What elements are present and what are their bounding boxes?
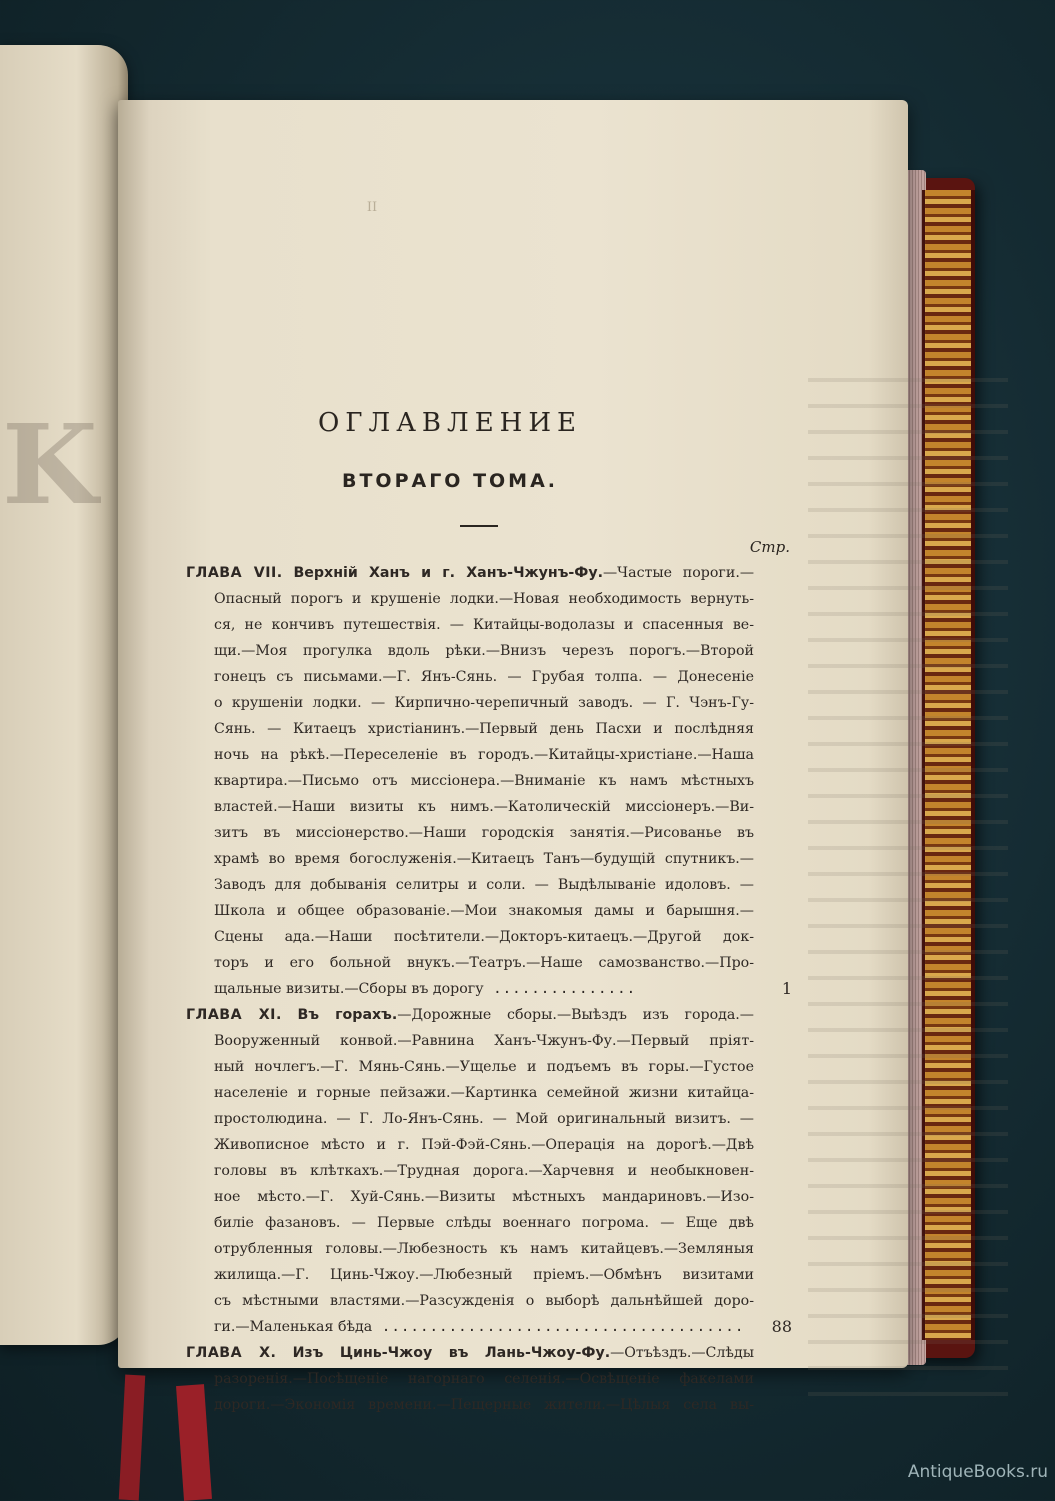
dot-leader: ...................................... [372, 1319, 745, 1335]
toc-line [214, 1107, 754, 1131]
title-rule [460, 525, 498, 527]
toc-line [214, 821, 754, 845]
toc-line [214, 1211, 754, 1235]
toc-text: зитъ въ миссіонерство.—Наши городскія занятія.—Рисованье въ [214, 825, 754, 841]
toc-line [214, 847, 754, 871]
toc-line [214, 977, 754, 1001]
toc-text: жилища.—Г. Цинь-Чжоу.—Любезный пріемъ.—Обмѣнъ визитами [214, 1267, 754, 1283]
toc-line [214, 795, 754, 819]
chapter-title: Въ горахъ. [297, 1007, 398, 1023]
toc-text: о крушеніи лодки. — Кирпично-черепичный заводъ. — Г. Чэнъ-Гу- [214, 695, 754, 711]
toc-line [214, 951, 754, 975]
toc-text: Сянь. — Китаецъ христіанинъ.—Первый день Пасхи и послѣдняя [214, 721, 754, 737]
toc-line [214, 1315, 754, 1339]
toc-text: гонецъ съ письмами.—Г. Янъ-Сянь. — Грубая толпа. — Донесеніе [214, 669, 754, 685]
toc-line [214, 613, 754, 637]
ribbon-bookmark [176, 1384, 212, 1501]
toc-line [214, 587, 754, 611]
page-title: ОГЛАВЛЕНИЕ [317, 408, 583, 438]
toc-text: ги.—Маленькая бѣда [214, 1319, 373, 1335]
toc-chapter-line [186, 561, 754, 585]
toc-line [214, 1237, 754, 1261]
toc-line [214, 873, 754, 897]
toc-line [214, 899, 754, 923]
page-number: II [366, 200, 378, 215]
toc-line [214, 1081, 754, 1105]
toc-text: Сцены ада.—Наши посѣтители.—Докторъ-китаецъ.—Другой док- [214, 929, 754, 945]
toc-line [214, 1367, 754, 1391]
toc-text: головы въ клѣткахъ.—Трудная дорога.—Харчевня и необыкновен- [214, 1163, 754, 1179]
watermark: AntiqueBooks.ru [907, 1462, 1048, 1482]
toc-text: властей.—Наши визиты къ нимъ.—Католическій миссіонеръ.—Ви- [214, 799, 754, 815]
toc-chapter-line [186, 1341, 754, 1365]
chapter-label: ГЛАВА XI. [186, 1007, 282, 1023]
toc-line [214, 691, 754, 715]
toc-text: Заводъ для добыванія селитры и соли. — Выдѣлываніе идоловъ. — [214, 877, 754, 893]
toc-text: биліе фазановъ. — Первые слѣды военнаго погрома. — Еще двѣ [214, 1215, 754, 1231]
toc-line [214, 743, 754, 767]
toc-line [214, 717, 754, 741]
page-column-label: Стр. [749, 538, 790, 556]
page-subtitle: ВТОРАГО ТОМА. [341, 470, 559, 492]
left-page [0, 45, 128, 1345]
toc-text: —Частые пороги.— [602, 565, 754, 581]
toc-text: ся, не кончивъ путешествія. — Китайцы-водолазы и спасенныя ве- [214, 617, 754, 633]
toc-page-number: 88 [771, 1317, 792, 1336]
chapter-label: ГЛАВА X. [186, 1345, 277, 1361]
toc-line [214, 1263, 754, 1287]
toc-line [214, 925, 754, 949]
toc-text: ный ночлегъ.—Г. Мянь-Сянь.—Ущелье и подъемъ въ горы.—Густое [214, 1059, 754, 1075]
ribbon-bookmark [119, 1375, 146, 1501]
left-page-fragment: K [2, 400, 94, 529]
chapter-title: Изъ Цинь-Чжоу въ Лань-Чжоу-Фу. [292, 1345, 611, 1361]
toc-line [214, 1055, 754, 1079]
toc-line [214, 769, 754, 793]
toc-line [214, 1133, 754, 1157]
toc-text: разоренія.—Посѣщеніе нагорнаго селенія.—Освѣщеніе факелами [214, 1371, 754, 1387]
toc-text: квартира.—Письмо отъ миссіонера.—Вниманіе къ намъ мѣстныхъ [214, 773, 754, 789]
chapter-label: ГЛАВА VII. [186, 565, 283, 581]
toc-line [214, 1393, 754, 1417]
toc-text: щи.—Моя прогулка вдоль рѣки.—Внизъ черезъ порогъ.—Второй [214, 643, 754, 659]
toc-text: дороги.—Экономія времени.—Пещерные жители.—Цѣлыя села вы- [214, 1397, 754, 1413]
toc-text: —Дорожные сборы.—Выѣздъ изъ города.— [397, 1007, 754, 1023]
toc-text: щальные визиты.—Сборы въ дорогу [214, 981, 484, 997]
toc-text: Вооруженный конвой.—Равнина Ханъ-Чжунъ-Фу.—Первый пріят- [214, 1033, 754, 1049]
toc-text: торъ и его больной внукъ.—Театръ.—Наше самозванство.—Про- [214, 955, 754, 971]
toc-text: Живописное мѣсто и г. Пэй-Фэй-Сянь.—Операція на дорогѣ.—Двѣ [214, 1137, 754, 1153]
toc-line [214, 665, 754, 689]
toc-line [214, 1289, 754, 1313]
toc-text: отрубленныя головы.—Любезность къ намъ китайцевъ.—Земляныя [214, 1241, 754, 1257]
toc-text: ночь на рѣкѣ.—Переселеніе въ городъ.—Китайцы-христіане.—Наша [214, 747, 754, 763]
bleed-through-texture [808, 360, 1008, 1410]
toc-line [214, 1159, 754, 1183]
toc-chapter-line [186, 1003, 754, 1027]
toc-line [214, 639, 754, 663]
toc-text: простолюдина. — Г. Ло-Янъ-Сянь. — Мой оригинальный визитъ. — [214, 1111, 754, 1127]
chapter-title: Верхній Ханъ и г. Ханъ-Чжунъ-Фу. [293, 565, 603, 581]
toc-text: —Отъѣздъ.—Слѣды [610, 1345, 754, 1361]
dot-leader: ............... [483, 981, 637, 997]
toc-text: Школа и общее образованіе.—Мои знакомыя дамы и барышня.— [214, 903, 754, 919]
toc-page-number: 1 [781, 979, 792, 998]
toc-line [214, 1185, 754, 1209]
toc-text: храмѣ во время богослуженія.—Китаецъ Танъ—будущій спутникъ.— [214, 851, 754, 867]
toc-line [214, 1029, 754, 1053]
toc-text: Опасный порогъ и крушеніе лодки.—Новая необходимость вернуть- [214, 591, 754, 607]
toc-text: съ мѣстными властями.—Разсужденія о выборѣ дальнѣйшей доро- [214, 1293, 754, 1309]
toc-text: ное мѣсто.—Г. Хуй-Сянь.—Визиты мѣстныхъ мандариновъ.—Изо- [214, 1189, 754, 1205]
toc-text: населеніе и горные пейзажи.—Картинка семейной жизни китайца- [214, 1085, 754, 1101]
